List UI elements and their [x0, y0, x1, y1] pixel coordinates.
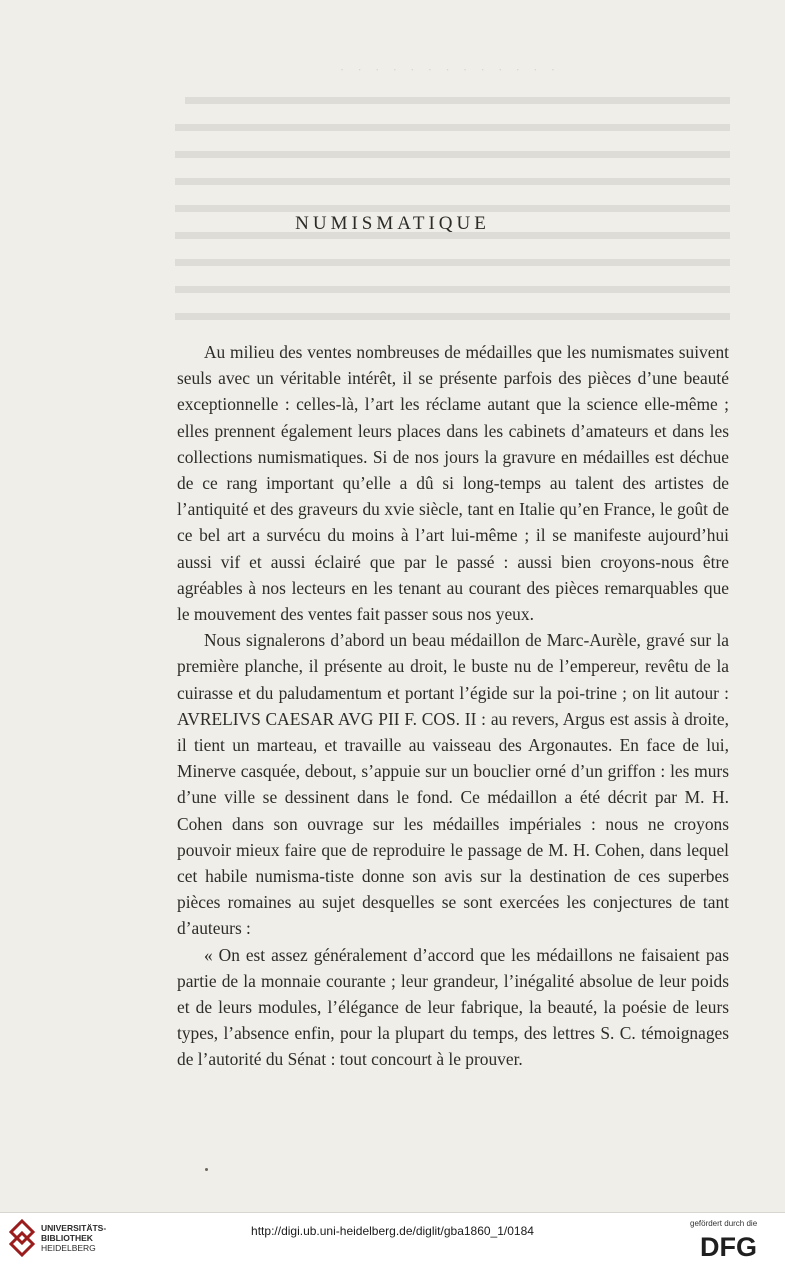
bleed-through-lines: [175, 62, 735, 347]
dfg-logo-icon[interactable]: [700, 1234, 774, 1258]
page-title: NUMISMATIQUE: [295, 213, 490, 234]
paragraph-1: Au milieu des ventes nombreuses de médailles que les numismates suivent seuls avec un véritable intérêt, il se présente parfois des pièces d’une beauté exceptionnelle : celles-là, l’art les réclame autant que la science elle-même ; elles prennent également leurs places dans les cabinets d’amateurs et dans les collections numismatiques. Si de nos jours la gravure en médailles est déchue de ce rang important qu’elle a dû si long-temps au talent des artistes de l’antiquité et des graveurs du xvie siècle, tant en Italie qu’en France, le goût de ce bel art a survécu du moins à l’art lui-même ; il se manifeste aujourd’hui aussi vif et aussi éclairé que par le passé : aussi bien croyons-nous être agréables à nos lecteurs en les tenant au courant des pièces remarquables que le mouvement des ventes fait passer sous nos yeux.: [177, 342, 729, 625]
viewer-footer: [0, 1212, 785, 1268]
paragraph-3: « On est assez généralement d’accord que les médaillons ne faisaient pas partie de la monnaie courante ; leur grandeur, l’inégalité absolue de leur poids et de leurs modules, l’élégance de leur fabrique, la beauté, la poésie de leurs types, l’absence enfin, pour la plupart du temps, des lettres S. C. témoignages de l’autorité du Sénat : tout concourt à le prouver.: [177, 944, 729, 1070]
permalink-url[interactable]: http://digi.ub.uni-heidelberg.de/diglit/gba1860_1/0184: [251, 1224, 534, 1238]
library-line-2: BIBLIOTHEK: [41, 1233, 93, 1243]
bleed-through-header: · · · · · · · · · · · · ·: [339, 62, 561, 77]
ink-speck: [205, 1168, 208, 1171]
library-line-1: UNIVERSITÄTS-: [41, 1223, 107, 1233]
paragraph-2: Nous signalerons d’abord un beau médaillon de Marc-Aurèle, gravé sur la première planche, il présente au droit, le buste nu de l’empereur, revêtu de la cuirasse et du paludamentum et portant l’égide sur la poi-trine ; on lit autour : AVRELIVS CAESAR AVG PII F. COS. II : au revers, Argus est assis à droite, il tient un marteau, et travaille au vaisseau des Argonautes. En face de lui, Minerve casquée, debout, s’appuie sur un bouclier orné d’un griffon : les murs d’une ville se dessinent dans le fond. Ce médaillon a été décrit par M. H. Cohen dans son ouvrage sur les médailles impériales : nous ne croyons pouvoir mieux faire que de reproduire le passage de M. H. Cohen, dans lequel cet habile numisma-tiste donne son avis sur la destination de ces superbes pièces romaines au sujet desquelles se sont exercées les conjectures de tant d’auteurs :: [177, 630, 729, 939]
dfg-logo-text: DFG: [700, 1234, 757, 1258]
funder-label: gefördert durch die: [690, 1219, 758, 1228]
library-line-3: HEIDELBERG: [41, 1243, 96, 1253]
body-text: [177, 339, 729, 1073]
bleed-through-text: [175, 62, 735, 347]
